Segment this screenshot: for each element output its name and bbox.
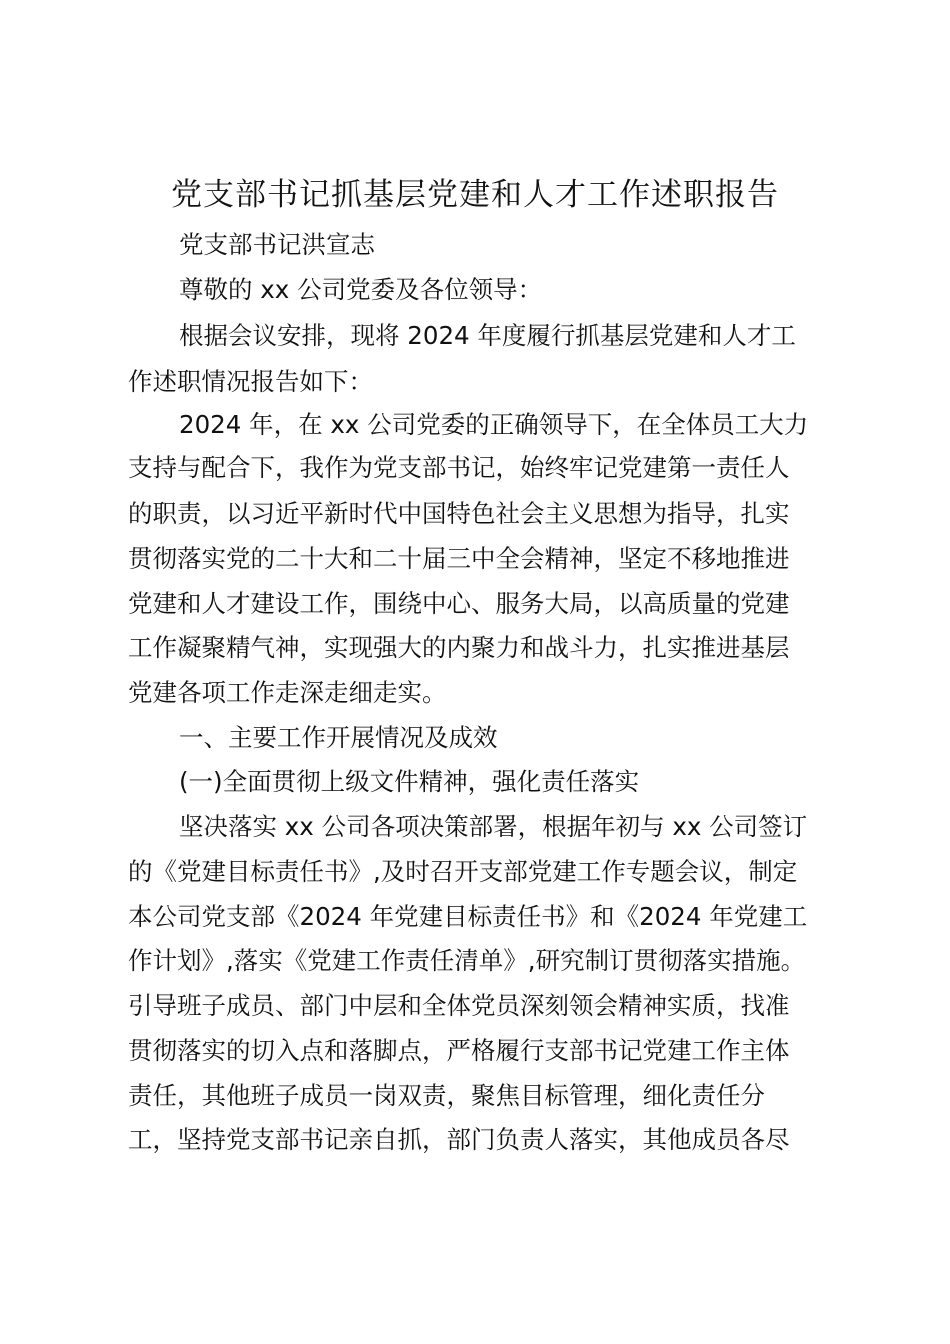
paragraph-line: 责任，其他班子成员一岗双责，聚焦目标管理，细化责任分 (128, 1081, 765, 1110)
paragraph-line: 作述职情况报告如下： (128, 367, 373, 396)
author-line: 党支部书记洪宣志 (179, 230, 375, 259)
paragraph-line: 贯彻落实党的二十大和二十届三中全会精神，坚定不移地推进 (128, 544, 790, 573)
paragraph-line: 工，坚持党支部书记亲自抓，部门负责人落实，其他成员各尽 (128, 1125, 790, 1154)
paragraph-line: 的《党建目标责任书》,及时召开支部党建工作专题会议，制定 (128, 857, 798, 886)
salutation: 尊敬的 xx 公司党委及各位领导： (179, 275, 543, 304)
paragraph-line: 党建各项工作走深走细走实。 (128, 678, 447, 707)
paragraph-line: 作计划》,落实《党建工作责任清单》,研究制订贯彻落实措施。 (128, 946, 806, 975)
paragraph-line: 根据会议安排，现将 2024 年度履行抓基层党建和人才工 (179, 321, 796, 350)
section-heading: 一、主要工作开展情况及成效 (179, 723, 498, 752)
paragraph-line: 引导班子成员、部门中层和全体党员深刻领会精神实质，找准 (128, 991, 790, 1020)
paragraph-line: 贯彻落实的切入点和落脚点，严格履行支部书记党建工作主体 (128, 1036, 790, 1065)
paragraph-line: 本公司党支部《2024 年党建目标责任书》和《2024 年党建工 (128, 902, 808, 931)
paragraph-line: 2024 年，在 xx 公司党委的正确领导下，在全体员工大力 (179, 410, 809, 439)
paragraph-line: 工作凝聚精气神，实现强大的内聚力和战斗力，扎实推进基层 (128, 633, 790, 662)
paragraph-line: 的职责，以习近平新时代中国特色社会主义思想为指导，扎实 (128, 499, 790, 528)
document-title: 党支部书记抓基层党建和人才工作述职报告 (171, 177, 779, 213)
paragraph-line: 党建和人才建设工作，围绕中心、服务大局，以高质量的党建 (128, 589, 790, 618)
paragraph-line: 支持与配合下，我作为党支部书记，始终牢记党建第一责任人 (128, 453, 790, 482)
paragraph-line: 坚决落实 xx 公司各项决策部署，根据年初与 xx 公司签订 (179, 812, 808, 841)
subsection-heading: (一)全面贯彻上级文件精神，强化责任落实 (179, 767, 640, 796)
